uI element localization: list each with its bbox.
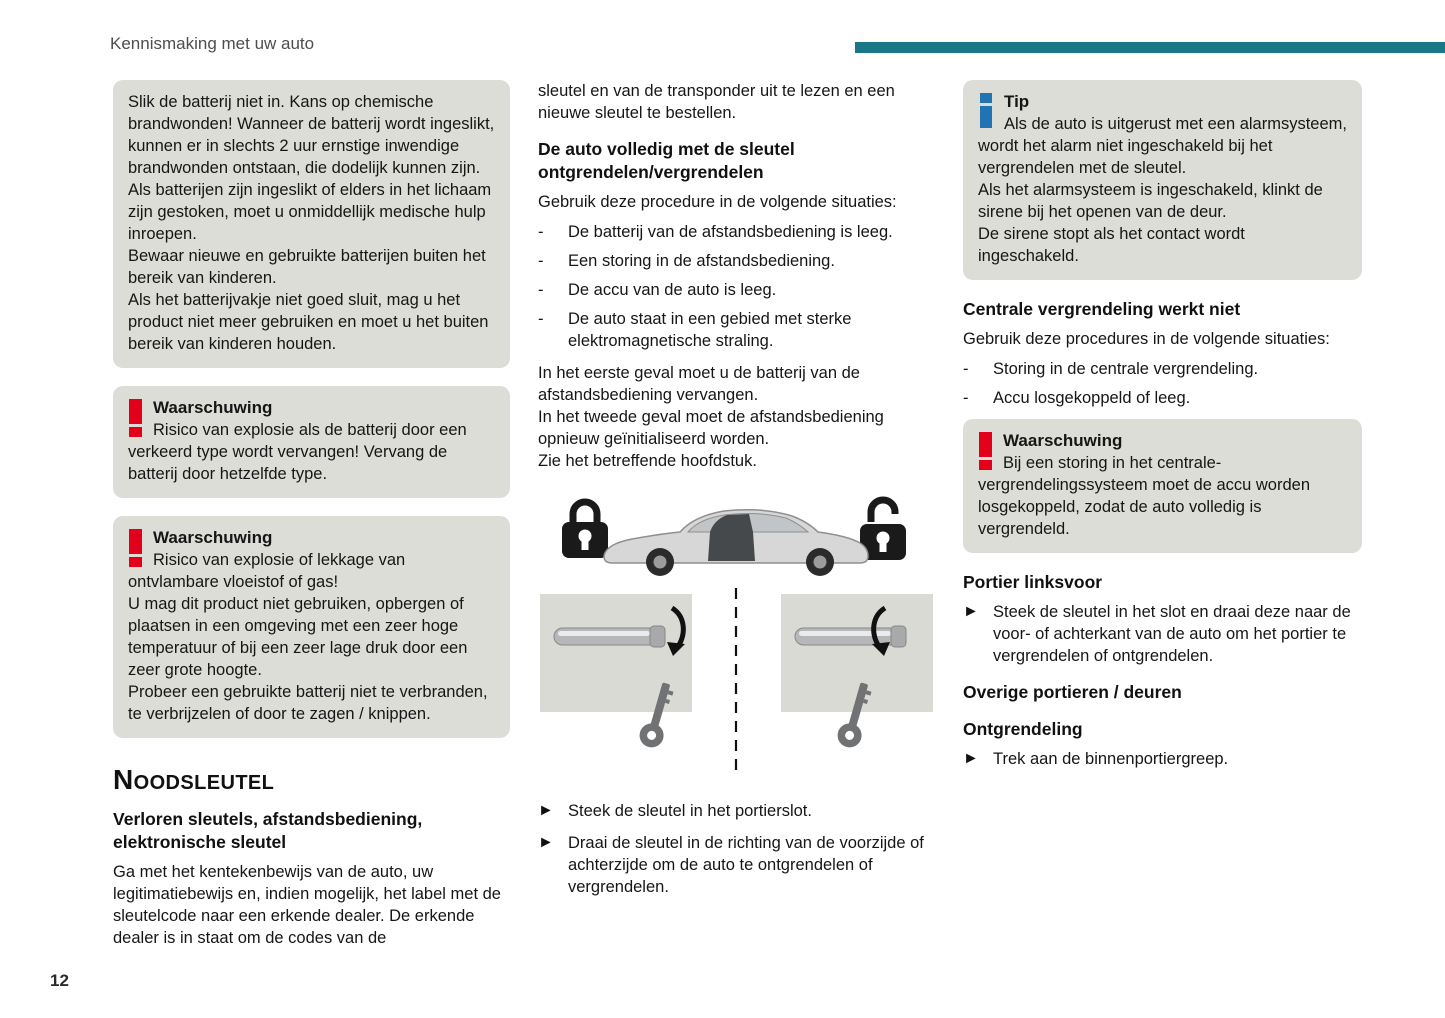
body-paragraph: In het eerste geval moet u de batterij van de afstandsbediening vervangen. [538, 364, 860, 404]
header-accent-bar [855, 42, 1445, 53]
section-heading-other-doors: Overige portieren / deuren [963, 682, 1182, 702]
step-arrow-icon: ► [538, 834, 554, 851]
list-item: - De batterij van de afstandsbediening is leeg. [538, 223, 893, 241]
warning-paragraph: U mag dit product niet gebruiken, opbergen of plaatsen in een omgeving met een zeer hoge temperatuur of bij een zeer lage druk door een zeer grote hoogte. [128, 595, 468, 679]
section-heading-unlocking: Ontgrendeling [963, 719, 1083, 739]
list-item: - De accu van de auto is leeg. [538, 281, 777, 299]
section-heading-central-locking: Centrale vergrendeling werkt niet [963, 299, 1241, 319]
chapter-header: Kennismaking met uw auto [110, 34, 315, 53]
caution-paragraph: Als batterijen zijn ingeslikt of elders in het lichaam zijn gestoken, moet u onmiddellijk medische hulp inroepen. [128, 181, 492, 243]
dash-bullet: - [538, 310, 544, 328]
body-paragraph: Zie het betreffende hoofdstuk. [538, 452, 757, 470]
warning-exclamation-icon [979, 432, 992, 470]
instruction-step: ► Steek de sleutel in het slot en draai deze naar de voor- of achterkant van de auto om het portier te vergrendelen of ontgrendelen. [963, 603, 1351, 665]
step-arrow-icon: ► [538, 802, 554, 819]
key-lock-illustration [538, 488, 935, 780]
warning-exclamation-icon [129, 529, 142, 567]
warning-title: Waarschuwing [153, 398, 273, 417]
tip-paragraph: Als de auto is uitgerust met een alarmsysteem, wordt het alarm niet ingeschakeld bij het vergrendelen met de sleutel. [978, 115, 1347, 177]
step-arrow-icon: ► [963, 750, 979, 767]
dash-bullet: - [538, 252, 544, 270]
continuation-paragraph: sleutel en van de transponder uit te lezen en een nieuwe sleutel te bestellen. [538, 82, 895, 122]
caution-paragraph: Als het batterijvakje niet goed sluit, mag u het product niet meer gebruiken en moet u het buiten bereik van kinderen houden. [128, 291, 489, 353]
dash-bullet: - [538, 223, 544, 241]
battery-caution-box [113, 80, 510, 368]
list-item: - Een storing in de afstandsbediening. [538, 252, 835, 270]
lock-closed-icon [562, 502, 608, 558]
warning-box-battery-type [113, 386, 510, 498]
tip-box [963, 80, 1362, 280]
situations-list [538, 221, 935, 352]
dash-bullet: - [538, 281, 544, 299]
dash-bullet: - [963, 389, 969, 407]
caution-paragraph: Slik de batterij niet in. Kans op chemische brandwonden! Wanneer de batterij wordt ingeslikt, kunnen er in slechts 2 uur ernstige inwendige brandwonden ontstaan, die dodelijk kunnen zijn. [128, 93, 495, 177]
warning-paragraph: Risico van explosie of lekkage van ontvlambare vloeistof of gas! [128, 551, 406, 591]
section-heading-unlock-lock: De auto volledig met de sleutel ontgrendelen/vergrendelen [538, 139, 795, 182]
tip-paragraph: Als het alarmsysteem is ingeschakeld, klinkt de sirene bij het openen van de deur. [978, 181, 1323, 221]
dash-bullet: - [963, 360, 969, 378]
content-columns [113, 80, 1363, 949]
list-item: - Storing in de centrale vergrendeling. [963, 360, 1259, 378]
column-left [113, 80, 510, 949]
warning-title: Waarschuwing [1003, 431, 1123, 450]
section-heading-front-left-door: Portier linksvoor [963, 572, 1103, 592]
warning-box-flammable [113, 516, 510, 738]
warning-exclamation-icon [129, 399, 142, 437]
warning-title: Waarschuwing [153, 528, 273, 547]
section-title-noodsleutel: Noodsleutel [113, 764, 275, 795]
list-item: - De auto staat in een gebied met sterke elektromagnetische straling. [538, 310, 852, 350]
subsection-title-lost-keys: Verloren sleutels, afstandsbediening, elektronische sleutel [113, 809, 423, 852]
warning-box-central-locking [963, 419, 1362, 553]
lead-paragraph: Gebruik deze procedure in de volgende situaties: [538, 193, 897, 211]
instruction-step: ► Draai de sleutel in de richting van de voorzijde of achterzijde om de auto te ontgrendelen of vergrendelen. [538, 834, 924, 896]
list-item: - Accu losgekoppeld of leeg. [963, 389, 1191, 407]
info-icon [980, 93, 992, 128]
page-number: 12 [50, 971, 69, 990]
column-right [963, 80, 1362, 949]
column-middle [538, 80, 935, 949]
warning-paragraph: Bij een storing in het centrale-vergrendelingssysteem moet de accu worden losgekoppeld, zodat de auto volledig is vergrendeld. [978, 454, 1311, 538]
tip-title: Tip [1004, 92, 1030, 111]
caution-paragraph: Bewaar nieuwe en gebruikte batterijen buiten het bereik van kinderen. [128, 247, 486, 287]
instruction-step: ► Trek aan de binnenportiergreep. [963, 750, 1229, 768]
warning-paragraph: Risico van explosie als de batterij door een verkeerd type wordt vervangen! Vervang de batterij door hetzelfde type. [128, 421, 467, 483]
car-side-illustration [604, 510, 868, 576]
warning-paragraph: Probeer een gebruikte batterij niet te verbranden, te verbrijzelen of door te zagen / knippen. [128, 683, 488, 723]
situations-list [963, 358, 1362, 409]
step-arrow-icon: ► [963, 603, 979, 620]
lead-paragraph: Gebruik deze procedures in de volgende situaties: [963, 330, 1330, 348]
instruction-step: ► Steek de sleutel in het portierslot. [538, 802, 812, 820]
tip-paragraph: De sirene stopt als het contact wordt ingeschakeld. [978, 225, 1245, 265]
door-handle-right-image [781, 594, 933, 712]
body-paragraph: In het tweede geval moet de afstandsbediening opnieuw geïnitialiseerd worden. [538, 408, 884, 448]
body-paragraph: Ga met het kentekenbewijs van de auto, uw legitimatiebewijs en, indien mogelijk, het label met de sleutelcode naar een erkende dealer. De erkende dealer is in staat om de codes van de [113, 863, 501, 947]
